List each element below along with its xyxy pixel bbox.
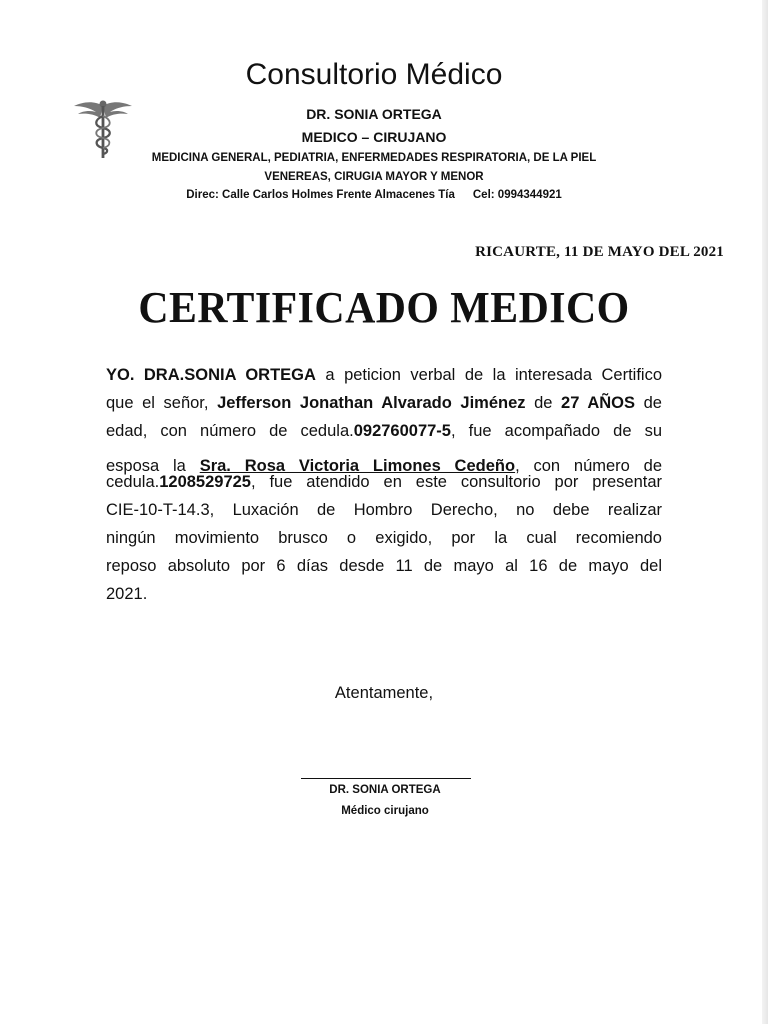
body-line: edad, con número de cedula.092760077-5, fue acompañado de su (106, 422, 662, 440)
header-doctor-name: DR. SONIA ORTEGA (306, 106, 442, 122)
header-phone: Cel: 0994344921 (472, 189, 562, 201)
body-line: CIE-10-T-14.3, Luxación de Hombro Derecho, no debe realizar (106, 501, 662, 519)
patient-id: 092760077-5 (353, 422, 451, 440)
body-line: reposo absoluto por 6 días desde 11 de mayo al 16 de mayo del (106, 557, 662, 575)
body-line: cedula.1208529725, fue atendido en este consultorio por presentar (106, 473, 662, 491)
header-address: Direc: Calle Carlos Holmes Frente Almacenes Tía (186, 189, 455, 201)
header-address-line (0, 189, 748, 201)
patient-age: 27 AÑOS (561, 394, 636, 412)
header-doctor-title: MEDICO – CIRUJANO (301, 129, 447, 145)
companion-name: Sra. Rosa Victoria Limones Cedeño (199, 457, 516, 475)
header-specialties-line-2: VENEREAS, CIRUGIA MAYOR Y MENOR (264, 171, 484, 183)
document-date: RICAURTE, 11 DE MAYO DEL 2021 (475, 244, 724, 260)
body-line: esposa la Sra. Rosa Victoria Limones Cedeño, con número de (106, 457, 663, 475)
patient-name: Jefferson Jonathan Alvarado Jiménez (217, 394, 526, 412)
certificate-body-part-1 (106, 361, 662, 445)
companion-id: 1208529725 (159, 473, 251, 491)
body-line: ningún movimiento brusco o exigido, por la cual recomiendo (106, 529, 662, 547)
page-edge (762, 0, 768, 1024)
signature-title: Médico cirujano (341, 805, 429, 817)
clinic-name: Consultorio Médico (245, 58, 503, 91)
signature-name: DR. SONIA ORTEGA (329, 784, 441, 796)
body-line: que el señor, Jefferson Jonathan Alvarado Jiménez de 27 AÑOS de (106, 394, 662, 412)
header-specialties-line-1: MEDICINA GENERAL, PEDIATRIA, ENFERMEDADES RESPIRATORIA, DE LA PIEL (151, 152, 597, 164)
body-line: YO. DRA.SONIA ORTEGA a peticion verbal de la interesada Certifico (106, 366, 663, 384)
certificate-title: CERTIFICADO MEDICO (138, 283, 630, 332)
closing-text: Atentamente, (334, 684, 434, 702)
body-line: 2021. (106, 585, 148, 603)
signature-line (301, 778, 471, 779)
certificate-body-part-2 (106, 468, 662, 608)
